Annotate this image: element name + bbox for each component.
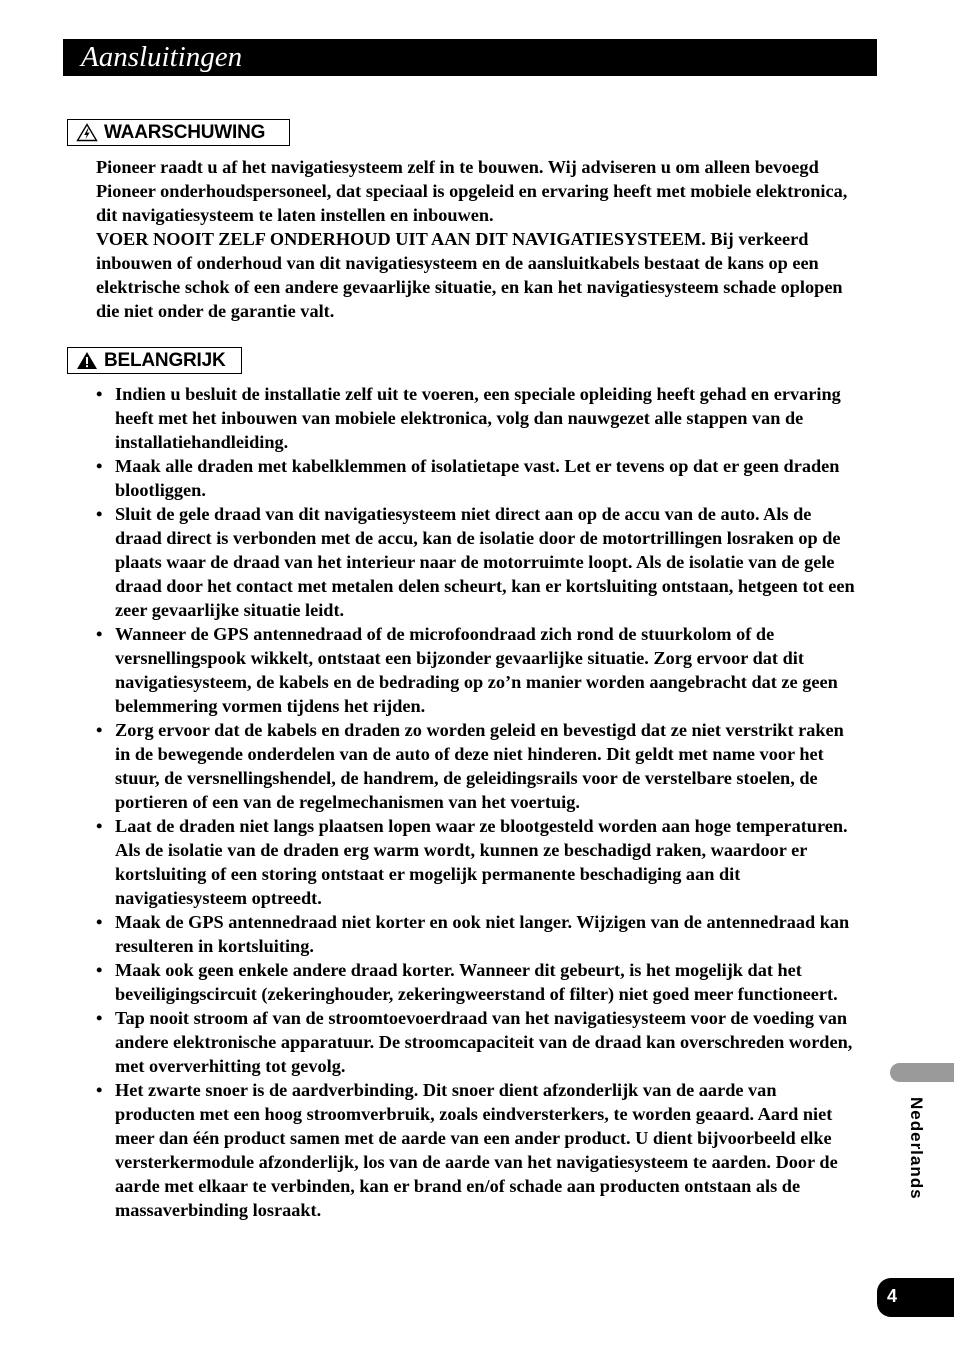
important-label [67, 347, 242, 374]
bullet: • [96, 456, 103, 476]
exclamation-triangle-icon [76, 351, 98, 370]
list-item-text: Wanneer de GPS antennedraad of de microfoondraad zich rond de stuurkolom of de versnellingspook wikkelt, ontstaat een bijzonder gevaarlijke situatie. Zorg ervoor dat dit navigatiesysteem, de kabels en de bedrading op zo’n manier worden aangebracht dat ze geen belemmering vormen tijdens het rijden. [115, 624, 838, 716]
warning-paragraph: VOER NOOIT ZELF ONDERHOUD UIT AAN DIT NAVIGATIESYSTEEM. Bij verkeerd inbouwen of onderhoud van dit navigatiesysteem en de aansluitkabels bestaat de kans op een elektrische schok of een andere gevaarlijke situatie, en kan het navigatiesysteem schade oplopen die niet onder de garantie valt. [96, 229, 843, 321]
section-title-bar [63, 39, 877, 76]
page-number-tab [877, 1278, 954, 1317]
bullet: • [96, 912, 103, 932]
bullet: • [96, 504, 103, 524]
list-item [96, 454, 856, 502]
list-item [96, 814, 856, 910]
page-number: 4 [886, 1286, 897, 1306]
bullet: • [96, 1080, 103, 1100]
bullet: • [96, 720, 103, 740]
list-item [96, 910, 856, 958]
warning-paragraph: Pioneer raadt u af het navigatiesysteem zelf in te bouwen. Wij adviseren u om alleen bevoegd Pioneer onderhoudspersoneel, dat speciaal is opgeleid en ervaring heeft met mobiele elektronica, dit navigatiesysteem te laten instellen en inbouwen. [96, 157, 848, 225]
list-item-text: Tap nooit stroom af van de stroomtoevoerdraad van het navigatiesysteem voor de voeding van andere elektronische apparatuur. De stroomcapaciteit van de draad kan overschreden worden, met oververhitting tot gevolg. [115, 1008, 853, 1076]
list-item [96, 958, 856, 1006]
list-item [96, 622, 856, 718]
list-item-text: Sluit de gele draad van dit navigatiesysteem niet direct aan op de accu van de auto. Als de draad direct is verbonden met de accu, kan de isolatie door de motortrillingen losraken op de plaats waar de draad van het interieur naar de motorruimte loopt. Als de isolatie van de gele draad door het contact met metalen delen scheurt, kan er kortsluiting ontstaan, hetgeen tot een zeer gevaarlijke situatie leidt. [115, 504, 855, 620]
bullet: • [96, 1008, 103, 1028]
language-label: Nederlands [907, 1097, 926, 1200]
list-item-text: Laat de draden niet langs plaatsen lopen waar ze blootgesteld worden aan hoge temperaturen. Als de isolatie van de draden erg warm wordt, kunnen ze beschadigd raken, waardoor er kortsluiting of een storing ontstaat er mogelijk permanente beschadiging aan dit navigatiesysteem optreedt. [115, 816, 848, 908]
warning-label-text: WAARSCHUWING [104, 121, 266, 143]
page-title: Aansluitingen [81, 41, 243, 73]
warning-text [96, 155, 856, 323]
bullet: • [96, 960, 103, 980]
warning-triangle-outline-icon [76, 123, 98, 142]
list-item-text: Zorg ervoor dat de kabels en draden zo worden geleid en bevestigd dat ze niet verstrikt raken in de bewegende onderdelen van de auto of deze niet hinderen. Dit geldt met name voor het stuur, de versnellingshendel, de handrem, de geleidingsrails voor de verstelbare stoelen, de portieren of een van de regelmechanismen van het voertuig. [115, 720, 844, 812]
bullet: • [96, 816, 103, 836]
language-tab [890, 1063, 954, 1082]
list-item [96, 1006, 856, 1078]
list-item [96, 718, 856, 814]
important-label-text: BELANGRIJK [104, 349, 226, 371]
list-item-text: Maak alle draden met kabelklemmen of isolatietape vast. Let er tevens op dat er geen draden blootliggen. [115, 456, 840, 500]
list-item-text: Indien u besluit de installatie zelf uit te voeren, een speciale opleiding heeft gehad en ervaring heeft met het inbouwen van mobiele elektronica, volg dan nauwgezet alle stappen van de installatiehandleiding. [115, 384, 841, 452]
list-item [96, 382, 856, 454]
list-item [96, 502, 856, 622]
list-item [96, 1078, 856, 1222]
important-list [96, 382, 856, 1222]
list-item-text: Maak de GPS antennedraad niet korter en ook niet langer. Wijzigen van de antennedraad kan resulteren in kortsluiting. [115, 912, 850, 956]
list-item-text: Het zwarte snoer is de aardverbinding. Dit snoer dient afzonderlijk van de aarde van producten met een hoog stroomverbruik, zoals eindversterkers, te worden geaard. Aard niet meer dan één product samen met de aarde van een ander product. U dient bijvoorbeeld elke versterkermodule afzonderlijk, los van de aarde van het navigatiesysteem te aarden. Door de aarde met elkaar te verbinden, kan er brand en/of schade aan producten ontstaan als de massaverbinding losraakt. [115, 1080, 838, 1220]
bullet: • [96, 624, 103, 644]
bullet: • [96, 384, 103, 404]
list-item-text: Maak ook geen enkele andere draad korter. Wanneer dit gebeurt, is het mogelijk dat het beveiligingscircuit (zekeringhouder, zekeringweerstand of filter) niet goed meer functioneert. [115, 960, 838, 1004]
warning-label [67, 119, 290, 146]
